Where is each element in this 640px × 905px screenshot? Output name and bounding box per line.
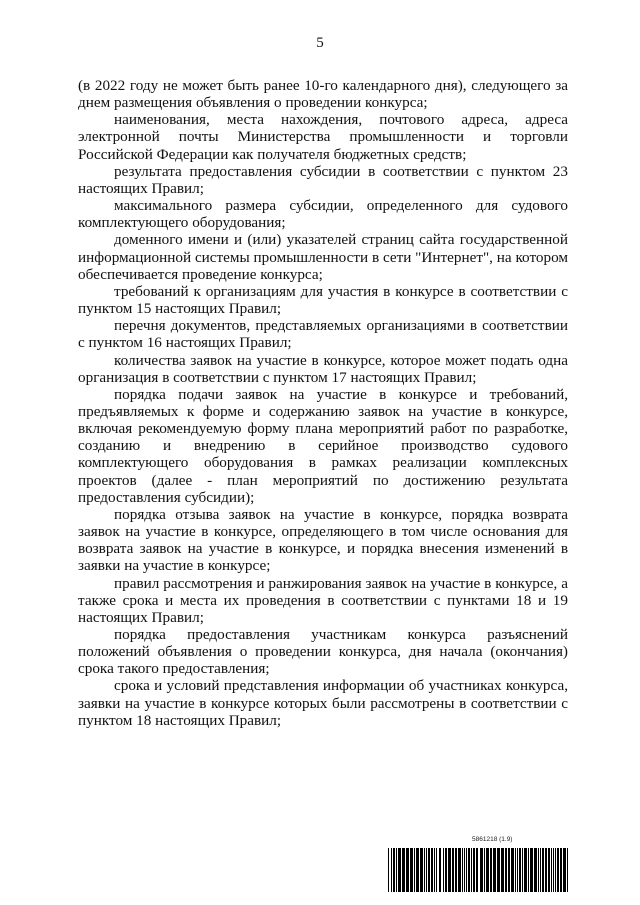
paragraph: перечня документов, представляемых организациями в соответствии с пунктом 16 настоящих Правил; — [78, 317, 568, 352]
paragraph: порядка отзыва заявок на участие в конкурсе, порядка возврата заявок на участие в конкурсе, определяющего в том числе основания для возврата заявок на участие в конкурсе, и порядка внесения изменений в заявки на участие в конкурсе; — [78, 505, 568, 575]
barcode-icon — [388, 848, 570, 892]
paragraph: результата предоставления субсидии в соответствии с пунктом 23 настоящих Правил; — [78, 162, 568, 197]
document-body — [78, 77, 568, 729]
paragraph: (в 2022 году не может быть ранее 10-го календарного дня), следующего за днем размещения объявления о проведении конкурса; — [78, 77, 568, 112]
paragraph: срока и условий представления информации об участниках конкурса, заявки на участие в конкурсе которых были рассмотрены в соответствии с пунктом 18 настоящих Правил; — [78, 677, 568, 729]
document-code: 5861218 (1.9) — [472, 836, 513, 843]
paragraph: количества заявок на участие в конкурсе, которое может подать одна организация в соответствии с пунктом 17 настоящих Правил; — [78, 351, 568, 386]
paragraph: порядка подачи заявок на участие в конкурсе и требований, предъявляемых к форме и содержанию заявок на участие в конкурсе, включая рекомендуемую форму плана мероприятий работ по разработке, созданию и внедрению в серийное производство судового комплектующего оборудования в рамках реализации комплексных проектов (далее - план мероприятий по достижению результата предоставления субсидии); — [78, 385, 568, 506]
paragraph: правил рассмотрения и ранжирования заявок на участие в конкурсе, а также срока и места их проведения в соответствии с пунктами 18 и 19 настоящих Правил; — [78, 574, 568, 626]
document-footer — [388, 836, 570, 896]
paragraph: доменного имени и (или) указателей страниц сайта государственной информационной системы промышленности в сети "Интернет", на котором обеспечивается проведение конкурса; — [78, 231, 568, 283]
paragraph: требований к организациям для участия в конкурсе в соответствии с пунктом 15 настоящих Правил; — [78, 282, 568, 318]
page-number: 5 — [316, 35, 324, 51]
paragraph: максимального размера субсидии, определенного для судового комплектующего оборудования; — [78, 197, 568, 232]
paragraph: порядка предоставления участникам конкурса разъяснений положений объявления о проведении конкурса, дня начала (окончания) срока такого предоставления; — [78, 626, 568, 678]
paragraph: наименования, места нахождения, почтового адреса, адреса электронной почты Министерства промышленности и торговли Российской Федерации как получателя бюджетных средств; — [78, 111, 568, 163]
